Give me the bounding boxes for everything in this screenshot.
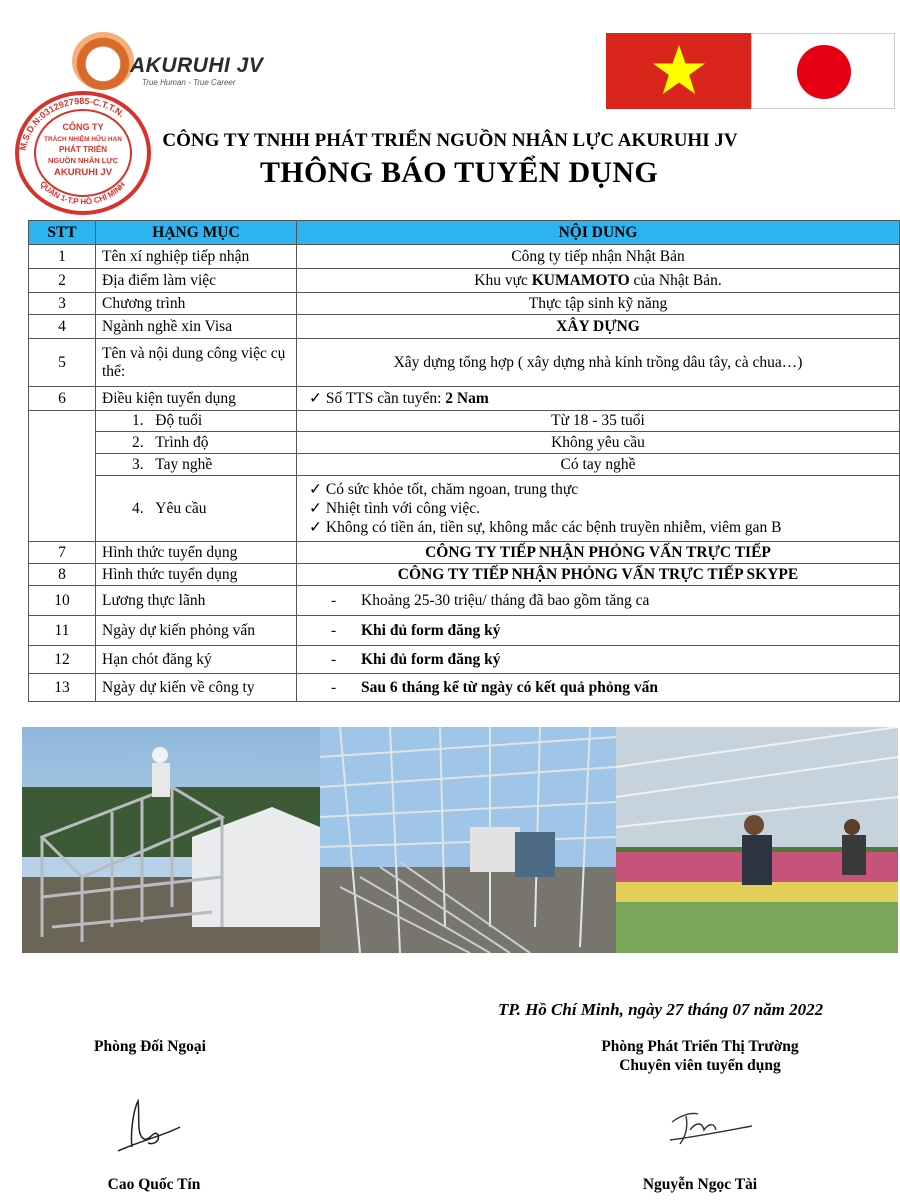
requirements-list bbox=[297, 476, 900, 542]
company-logo bbox=[72, 32, 292, 92]
row-category: Tên xí nghiệp tiếp nhận bbox=[96, 245, 297, 269]
list-item: ✓ Nhiệt tình với công việc. bbox=[309, 500, 480, 517]
row-category: Hình thức tuyển dụng bbox=[96, 564, 297, 586]
right-signer-name: Nguyễn Ngọc Tài bbox=[642, 1176, 758, 1193]
dash-bullet: - bbox=[331, 678, 337, 696]
salary-text: Khoảng 25-30 triệu/ tháng đã bao gồm tăng ca bbox=[361, 591, 650, 609]
greenhouse-flowers-photo bbox=[616, 727, 898, 953]
col-content: NỘI DUNG bbox=[297, 221, 900, 245]
row-category: Ngành nghề xin Visa bbox=[96, 315, 297, 339]
col-category: HẠNG MỤC bbox=[96, 221, 297, 245]
stamp-tax-code: M.S.D.N:0312927985-C.T.T.N. bbox=[17, 95, 127, 152]
row-category bbox=[96, 432, 297, 454]
row-category: Ngày dự kiến về công ty bbox=[96, 674, 297, 702]
table-row bbox=[29, 586, 900, 616]
table-row bbox=[29, 454, 900, 476]
vietnam-flag-icon bbox=[606, 33, 751, 109]
table-row bbox=[29, 646, 900, 674]
sub-number: 1. bbox=[132, 412, 144, 429]
sub-number: 3. bbox=[132, 455, 144, 473]
star-icon bbox=[651, 43, 707, 99]
row-content bbox=[297, 674, 900, 702]
stamp-district: QUẬN 1-T.P HỒ CHÍ MINH bbox=[38, 179, 128, 207]
row-content bbox=[297, 616, 900, 646]
row-stt: 12 bbox=[29, 646, 96, 674]
return-date-text: Sau 6 tháng kể từ ngày có kết quả phỏng vấn bbox=[361, 678, 658, 696]
row-content bbox=[297, 646, 900, 674]
location-prefix: Khu vực bbox=[474, 271, 532, 289]
date-line: TP. Hồ Chí Minh, ngày 27 tháng 07 năm 2022 bbox=[498, 1000, 824, 1019]
company-name: CÔNG TY TNHH PHÁT TRIỂN NGUỒN NHÂN LỰC AKURUHI JV bbox=[162, 130, 738, 151]
stamp-line-name: AKURUHI JV bbox=[53, 167, 113, 178]
row-stt: 8 bbox=[29, 564, 96, 586]
japan-flag-icon bbox=[751, 33, 895, 109]
left-department: Phòng Đối Ngoại bbox=[94, 1038, 206, 1055]
table-row bbox=[29, 245, 900, 269]
table-row bbox=[29, 674, 900, 702]
row-content: Từ 18 - 35 tuổi bbox=[297, 411, 900, 432]
location-name: KUMAMOTO bbox=[531, 271, 630, 289]
construction-photo bbox=[22, 727, 320, 953]
row-content: CÔNG TY TIẾP NHẬN PHỎNG VẤN TRỰC TIẾP bbox=[425, 543, 771, 561]
deadline-text: Khi đủ form đăng ký bbox=[361, 650, 501, 668]
photo-strip bbox=[22, 727, 898, 953]
row-stt: 3 bbox=[29, 293, 96, 315]
table-row bbox=[29, 476, 900, 542]
row-category: Hạn chót đăng ký bbox=[96, 646, 297, 674]
notice-title: THÔNG BÁO TUYỂN DỤNG bbox=[260, 156, 658, 189]
table-row bbox=[29, 293, 900, 315]
flags bbox=[606, 33, 895, 109]
row-stt: 10 bbox=[29, 586, 96, 616]
japan-sun-icon bbox=[797, 45, 851, 99]
recruitment-table bbox=[28, 220, 900, 702]
quota-label: Số TTS cần tuyển: bbox=[325, 390, 446, 407]
stamp-line-develop: PHÁT TRIỂN bbox=[59, 145, 107, 154]
requirement-text: Nhiệt tình với công việc. bbox=[325, 500, 480, 517]
row-content bbox=[297, 586, 900, 616]
logo-badge-icon bbox=[72, 32, 134, 90]
table-row bbox=[29, 564, 900, 586]
quota-value: 2 Nam bbox=[445, 390, 489, 407]
stamp-line-company: CÔNG TY bbox=[62, 122, 104, 132]
col-stt: STT bbox=[29, 221, 96, 245]
list-item: ✓ Có sức khỏe tốt, chăm ngoan, trung thực bbox=[309, 481, 579, 498]
row-content: XÂY DỰNG bbox=[556, 317, 640, 335]
row-content: Công ty tiếp nhận Nhật Bản bbox=[297, 245, 900, 269]
row-stt: 11 bbox=[29, 616, 96, 646]
dash-bullet: - bbox=[331, 621, 337, 639]
table-row bbox=[29, 616, 900, 646]
location-suffix: của Nhật Bản. bbox=[629, 271, 722, 289]
table-row bbox=[29, 339, 900, 387]
row-content: Xây dựng tổng hợp ( xây dựng nhà kính trồng dâu tây, cà chua…) bbox=[297, 339, 900, 387]
row-content: Thực tập sinh kỹ năng bbox=[297, 293, 900, 315]
sub-label: Yêu cầu bbox=[155, 499, 207, 517]
row-content bbox=[297, 387, 900, 411]
row-stt: 5 bbox=[29, 339, 96, 387]
company-stamp bbox=[13, 88, 153, 218]
interview-date-text: Khi đủ form đăng ký bbox=[361, 621, 501, 639]
list-item: ✓ Không có tiền án, tiền sự, không mắc các bệnh truyền nhiễm, viêm gan B bbox=[309, 519, 782, 536]
greenhouse-frame-photo bbox=[320, 727, 616, 953]
row-stt: 7 bbox=[29, 542, 96, 564]
row-category: Chương trình bbox=[96, 293, 297, 315]
row-category: Lương thực lãnh bbox=[96, 586, 297, 616]
row-content: Không yêu cầu bbox=[297, 432, 900, 454]
row-category bbox=[96, 411, 297, 432]
logo-name: AKURUHI JV bbox=[130, 54, 264, 77]
row-category: Hình thức tuyển dụng bbox=[96, 542, 297, 564]
requirement-text: Không có tiền án, tiền sự, không mắc các bệnh truyền nhiễm, viêm gan B bbox=[325, 519, 782, 536]
row-stt: 13 bbox=[29, 674, 96, 702]
table-row bbox=[29, 542, 900, 564]
requirement-text: Có sức khỏe tốt, chăm ngoan, trung thực bbox=[325, 481, 579, 498]
stamp-line-resource: NGUỒN NHÂN LỰC bbox=[48, 156, 118, 165]
dash-bullet: - bbox=[331, 650, 337, 668]
table-row bbox=[29, 432, 900, 454]
right-title: Chuyên viên tuyển dụng bbox=[619, 1057, 781, 1074]
row-category: Điều kiện tuyển dụng bbox=[96, 387, 297, 411]
sub-number: 2. bbox=[132, 433, 144, 451]
table-row bbox=[29, 269, 900, 293]
sub-label: Tay nghề bbox=[155, 455, 213, 473]
row-category: Ngày dự kiến phỏng vấn bbox=[96, 616, 297, 646]
sub-label: Độ tuổi bbox=[155, 412, 203, 429]
table-row bbox=[29, 411, 900, 432]
logo-tagline: True Human - True Career bbox=[142, 78, 236, 87]
checkmark-icon: ✓ bbox=[309, 390, 322, 407]
row-content: Có tay nghề bbox=[297, 454, 900, 476]
table-row bbox=[29, 315, 900, 339]
row-stt: 6 bbox=[29, 387, 96, 411]
right-signature bbox=[660, 1100, 760, 1152]
row-category bbox=[96, 454, 297, 476]
table-header-row bbox=[29, 221, 900, 245]
row-stt: 4 bbox=[29, 315, 96, 339]
stamp-line-type: TRÁCH NHIỆM HỮU HẠN bbox=[44, 136, 122, 143]
dash-bullet: - bbox=[331, 591, 337, 609]
row-stt: 2 bbox=[29, 269, 96, 293]
row-content: CÔNG TY TIẾP NHẬN PHỎNG VẤN TRỰC TIẾP SKYPE bbox=[397, 565, 799, 583]
sub-label: Trình độ bbox=[155, 433, 209, 451]
row-content bbox=[297, 269, 900, 293]
row-category bbox=[96, 476, 297, 542]
table-row bbox=[29, 387, 900, 411]
left-signer-name: Cao Quốc Tín bbox=[107, 1176, 201, 1193]
left-signature bbox=[110, 1095, 190, 1155]
empty-stt-cell bbox=[29, 411, 96, 542]
right-department: Phòng Phát Triển Thị Trường bbox=[601, 1038, 799, 1055]
row-category: Địa điểm làm việc bbox=[96, 269, 297, 293]
row-category: Tên và nội dung công việc cụ thể: bbox=[96, 339, 297, 387]
sub-number: 4. bbox=[132, 499, 144, 517]
row-stt: 1 bbox=[29, 245, 96, 269]
